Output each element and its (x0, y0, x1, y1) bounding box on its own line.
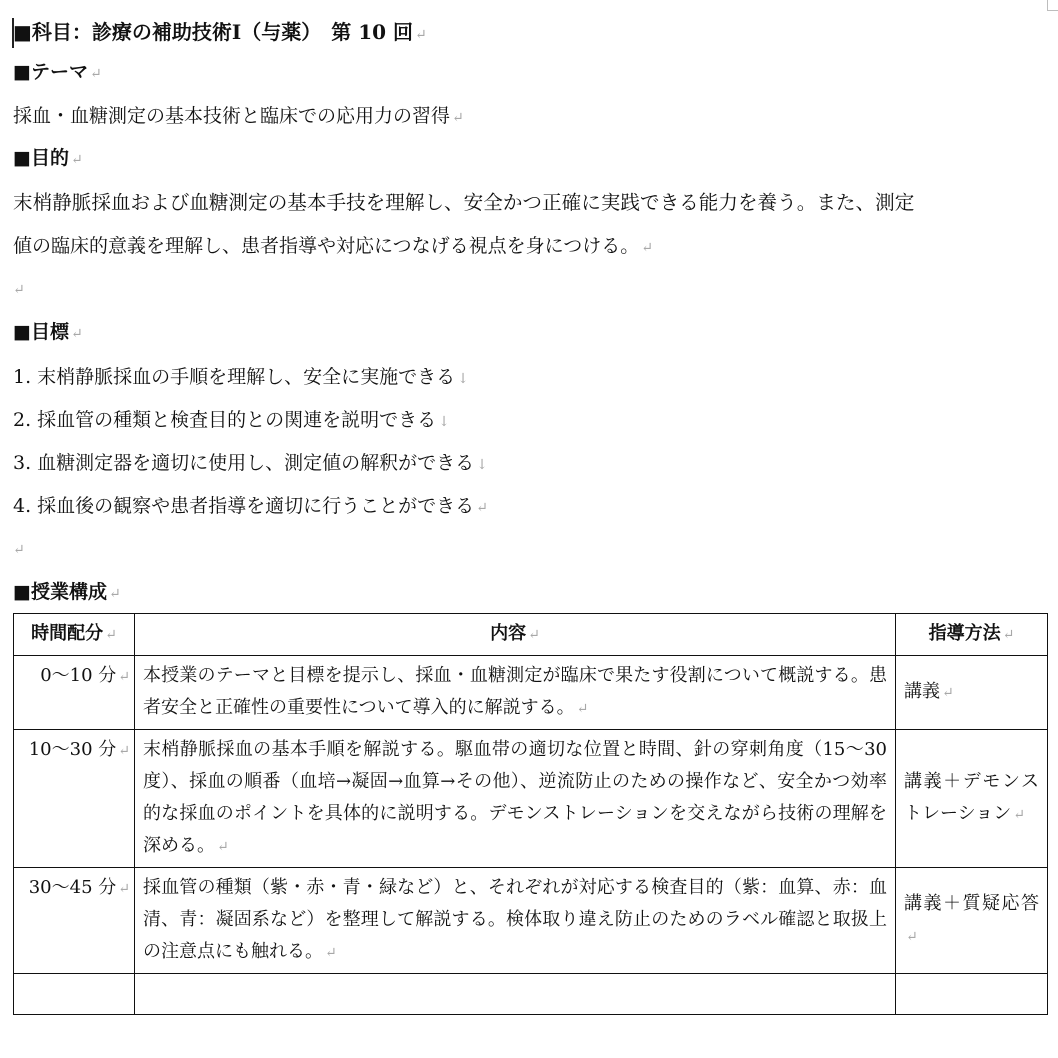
goal-item[interactable] (13, 365, 469, 391)
cell-content[interactable] (135, 974, 896, 1015)
table-row (14, 656, 1048, 730)
cell-mark-icon: ↵ (118, 669, 130, 685)
cell-mark-icon: ↵ (1002, 627, 1015, 643)
cell-method-text: 講義＋質疑応答 (904, 893, 1039, 914)
cell-time[interactable] (14, 868, 135, 974)
cell-mark-icon: ↵ (906, 929, 918, 945)
empty-paragraph[interactable] (13, 536, 25, 562)
cell-time[interactable] (14, 730, 135, 868)
goal-item-text: 3. 血糖測定器を適切に使用し、測定値の解釈ができる (13, 452, 475, 474)
table-row (14, 868, 1048, 974)
page-corner-mark (1047, 0, 1058, 11)
purpose-heading[interactable] (13, 146, 83, 172)
cell-content-text: 本授業のテーマと目標を提示し、採血・血糖測定が臨床で果たす役割について概説する。患者安全と正確性の重要性について導入的に解説する。 (143, 665, 887, 718)
line-break-mark-icon: ↓ (457, 371, 469, 387)
table-header-row (14, 614, 1048, 656)
paragraph-mark-icon: ↵ (415, 27, 427, 43)
goals-heading-text: ■目標 (13, 321, 69, 343)
cell-content-text: 採血管の種類（紫・赤・青・緑など）と、それぞれが対応する検査目的（紫：血算、赤：血清、青：凝固系など）を整理して解説する。検体取り違え防止のためのラベル確認と取扱上の注意点にも触れる。 (143, 877, 887, 962)
line-break-mark-icon: ↓ (476, 457, 488, 473)
table-row (14, 974, 1048, 1015)
cell-mark-icon: ↵ (942, 685, 954, 701)
header-time-text: 時間配分 (31, 623, 104, 644)
cell-time[interactable] (14, 974, 135, 1015)
purpose-text-line-2[interactable] (13, 234, 653, 260)
paragraph-mark-icon: ↵ (89, 66, 102, 82)
cell-method-text: 講義＋デモンストレーション (904, 771, 1039, 824)
paragraph-mark-icon: ↵ (13, 282, 25, 298)
cell-mark-icon: ↵ (217, 839, 229, 855)
cell-method[interactable] (896, 656, 1048, 730)
cell-method[interactable] (896, 868, 1048, 974)
purpose-text-line-2-content: 値の臨床的意義を理解し、患者指導や対応につなげる視点を身につける。 (13, 235, 640, 257)
purpose-heading-text: ■目的 (13, 147, 69, 169)
document-title-text: ■科目：診療の補助技術Ⅰ（与薬） 第 10 回 (13, 20, 414, 44)
header-method[interactable] (896, 614, 1048, 656)
cell-mark-icon: ↵ (528, 627, 540, 643)
paragraph-mark-icon: ↵ (13, 542, 25, 558)
cell-mark-icon: ↵ (118, 881, 130, 897)
structure-heading[interactable] (13, 580, 121, 606)
cell-time[interactable] (14, 656, 135, 730)
cell-time-text: 0〜10 分 (40, 665, 117, 686)
line-break-mark-icon: ↓ (438, 414, 450, 430)
theme-text-content: 採血・血糖測定の基本技術と臨床での応用力の習得 (13, 105, 451, 127)
theme-text[interactable] (13, 104, 464, 130)
cell-method[interactable] (896, 730, 1048, 868)
goal-item[interactable] (13, 494, 488, 520)
goal-item-text: 4. 採血後の観察や患者指導を適切に行うことができる (13, 495, 475, 517)
paragraph-mark-icon: ↵ (108, 586, 121, 602)
header-time[interactable] (14, 614, 135, 656)
header-content[interactable] (135, 614, 896, 656)
document-title[interactable] (13, 20, 427, 47)
purpose-text-line-1[interactable]: 末梢静脈採血および血糖測定の基本手技を理解し、安全かつ正確に実践できる能力を養う。また、測定 (13, 191, 915, 214)
theme-heading-text: ■テーマ (13, 61, 88, 83)
header-method-text: 指導方法 (928, 623, 1001, 644)
goal-item-text: 2. 採血管の種類と検査目的との関連を説明できる (13, 409, 437, 431)
cell-content[interactable] (135, 730, 896, 868)
cell-mark-icon: ↵ (105, 627, 117, 643)
empty-paragraph[interactable] (13, 276, 25, 302)
cell-mark-icon: ↵ (576, 701, 589, 717)
goal-item[interactable] (13, 408, 450, 434)
table-row (14, 730, 1048, 868)
goal-item-text: 1. 末梢静脈採血の手順を理解し、安全に実施できる (13, 366, 456, 388)
goal-item[interactable] (13, 451, 488, 477)
structure-heading-text: ■授業構成 (13, 581, 107, 603)
cell-mark-icon: ↵ (325, 945, 337, 961)
cell-mark-icon: ↵ (118, 743, 130, 759)
cell-content-text: 末梢静脈採血の基本手順を解説する。駆血帯の適切な位置と時間、針の穿刺角度（15〜30 度）、採血の順番（血培→凝固→血算→その他）、逆流防止のための操作など、安全かつ効率的な採血のポイントを具体的に説明する。デモンストレーションを交えながら技術の理解を深める。 (143, 739, 887, 856)
cell-method[interactable] (896, 974, 1048, 1015)
theme-heading[interactable] (13, 60, 102, 86)
cell-content[interactable] (135, 656, 896, 730)
cell-time-text: 30〜45 分 (28, 877, 117, 898)
paragraph-mark-icon: ↵ (476, 500, 488, 516)
lesson-structure-table (13, 613, 1048, 1015)
cell-mark-icon: ↵ (1013, 807, 1026, 823)
paragraph-mark-icon: ↵ (70, 326, 83, 342)
cell-content[interactable] (135, 868, 896, 974)
cell-method-text: 講義 (904, 681, 940, 702)
goals-heading[interactable] (13, 320, 83, 346)
cell-time-text: 10〜30 分 (28, 739, 117, 760)
paragraph-mark-icon: ↵ (70, 152, 83, 168)
paragraph-mark-icon: ↵ (641, 240, 653, 256)
header-content-text: 内容 (490, 623, 527, 644)
paragraph-mark-icon: ↵ (452, 110, 464, 126)
